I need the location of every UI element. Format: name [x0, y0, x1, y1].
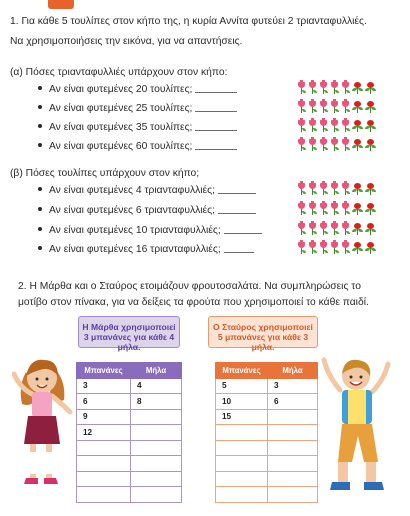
martha-bananas-cell: 6 [77, 394, 131, 410]
martha-bananas-cell: 3 [77, 378, 131, 394]
answer-blank[interactable] [224, 233, 262, 234]
martha-note-line2: 3 μπανάνες για κάθε 4 μήλα. [83, 332, 175, 352]
tulip-icon [296, 242, 307, 254]
flower-row [296, 242, 377, 254]
flower-row [296, 82, 377, 94]
stavros-apples-cell[interactable] [268, 456, 318, 472]
stavros-bananas-cell[interactable] [216, 440, 268, 456]
girl-illustration [12, 352, 76, 502]
martha-apples-cell[interactable] [131, 409, 182, 425]
martha-note-line1: Η Μάρθα χρησιμοποιεί [82, 322, 176, 332]
tulip-icon [307, 139, 318, 151]
tulip-icon [329, 203, 340, 215]
q1-part-a-question: (α) Πόσες τριανταφυλλιές υπάρχουν στον κήπο: [10, 67, 228, 78]
rose-icon [364, 183, 377, 195]
flower-row [296, 101, 377, 113]
stavros-table-row [216, 487, 318, 503]
martha-table-row [77, 409, 182, 425]
stavros-col-bananas: Μπανάνες [216, 363, 268, 379]
stavros-bananas-cell[interactable] [216, 487, 268, 503]
tulip-icon [329, 223, 340, 235]
stavros-table-row [216, 456, 318, 472]
tulip-icon [340, 183, 351, 195]
rose-icon [364, 101, 377, 113]
martha-bananas-cell[interactable] [77, 487, 131, 503]
tulip-icon [340, 223, 351, 235]
flower-row [296, 183, 377, 195]
boy-illustration [318, 352, 396, 502]
tulip-icon [307, 242, 318, 254]
tulip-icon [296, 82, 307, 94]
martha-table-row [77, 440, 182, 456]
stavros-table-row [216, 471, 318, 487]
q1b-item-3: Αν είναι φυτεμένες 10 τριανταφυλλιές; [38, 224, 262, 237]
martha-bananas-cell: 12 [77, 425, 131, 441]
q2-line1: 2. Η Μάρθα και ο Σταύρος ετοιμάζουν φρουτοσαλάτα. Να συμπληρώσεις το [18, 281, 361, 292]
tulip-icon [318, 120, 329, 132]
tulip-icon [318, 101, 329, 113]
stavros-apples-cell: 6 [268, 394, 318, 410]
tulip-icon [318, 203, 329, 215]
stavros-apples-cell: 3 [268, 378, 318, 394]
martha-bananas-cell: 9 [77, 409, 131, 425]
q1a-item-4: Αν είναι φυτεμένες 60 τουλίπες; [38, 140, 237, 153]
tulip-icon [307, 203, 318, 215]
rose-icon [351, 242, 364, 254]
stavros-bananas-cell: 10 [216, 394, 268, 410]
answer-blank[interactable] [195, 92, 237, 93]
tulip-icon [340, 120, 351, 132]
rose-icon [351, 82, 364, 94]
martha-apples-cell[interactable] [131, 487, 182, 503]
rose-icon [364, 120, 377, 132]
martha-apples-cell: 8 [131, 394, 182, 410]
martha-note [78, 316, 180, 352]
tulip-icon [307, 183, 318, 195]
martha-table-row [77, 378, 182, 394]
rose-icon [364, 223, 377, 235]
flower-row [296, 223, 377, 235]
q1a-item-1: Αν είναι φυτεμένες 20 τουλίπες; [38, 83, 237, 96]
martha-bananas-cell[interactable] [77, 456, 131, 472]
tulip-icon [307, 82, 318, 94]
stavros-table-row [216, 425, 318, 441]
stavros-apples-cell[interactable] [268, 471, 318, 487]
rose-icon [364, 242, 377, 254]
martha-col-bananas: Μπανάνες [77, 363, 131, 379]
tulip-icon [329, 139, 340, 151]
stavros-table [215, 362, 318, 503]
stavros-note-line1: Ο Σταύρος χρησιμοποιεί [213, 322, 313, 332]
answer-blank[interactable] [224, 252, 254, 253]
martha-table-row [77, 487, 182, 503]
tulip-icon [318, 139, 329, 151]
rose-icon [364, 203, 377, 215]
rose-icon [351, 120, 364, 132]
tulip-icon [318, 183, 329, 195]
page-tab-marker [48, 0, 74, 9]
tulip-rose-picture [296, 82, 392, 252]
q1b-item-1: Αν είναι φυτεμένες 4 τριανταφυλλιές; [38, 184, 256, 197]
tulip-icon [340, 139, 351, 151]
martha-table [76, 362, 182, 503]
tulip-icon [296, 120, 307, 132]
answer-blank[interactable] [218, 213, 256, 214]
tulip-icon [296, 101, 307, 113]
stavros-table-row [216, 378, 318, 394]
answer-blank[interactable] [195, 130, 237, 131]
tulip-icon [340, 101, 351, 113]
tulip-icon [340, 203, 351, 215]
rose-icon [364, 82, 377, 94]
tulip-icon [318, 242, 329, 254]
martha-table-row [77, 394, 182, 410]
q1-part-b-question: (β) Πόσες τουλίπες υπάρχουν στον κήπο; [10, 168, 200, 179]
q1a-item-2: Αν είναι φυτεμένες 25 τουλίπες; [38, 102, 237, 115]
rose-icon [364, 139, 377, 151]
stavros-table-row [216, 440, 318, 456]
tulip-icon [329, 101, 340, 113]
tulip-icon [318, 223, 329, 235]
stavros-bananas-cell: 5 [216, 378, 268, 394]
stavros-bananas-cell: 15 [216, 409, 268, 425]
q1b-item-4: Αν είναι φυτεμένες 16 τριανταφυλλιές; [38, 243, 254, 256]
q1-intro-line1: 1. Για κάθε 5 τουλίπες στον κήπο της, η κυρία Αννίτα φυτεύει 2 τριανταφυλλιές. [10, 16, 367, 27]
q1b-item-2: Αν είναι φυτεμένες 6 τριανταφυλλιές; [38, 204, 256, 217]
martha-apples-cell[interactable] [131, 456, 182, 472]
tulip-icon [296, 139, 307, 151]
q1a-item-3: Αν είναι φυτεμένες 35 τουλίπες; [38, 121, 237, 134]
tulip-icon [296, 223, 307, 235]
martha-apples-cell[interactable] [131, 440, 182, 456]
stavros-col-apples: Μήλα [268, 363, 318, 379]
tulip-icon [340, 82, 351, 94]
stavros-apples-cell[interactable] [268, 425, 318, 441]
martha-col-apples: Μήλα [131, 363, 182, 379]
answer-blank[interactable] [218, 193, 256, 194]
rose-icon [351, 183, 364, 195]
tulip-icon [318, 82, 329, 94]
tulip-icon [307, 101, 318, 113]
stavros-apples-cell[interactable] [268, 487, 318, 503]
stavros-bananas-cell[interactable] [216, 471, 268, 487]
martha-table-row [77, 456, 182, 472]
tulip-icon [340, 242, 351, 254]
q1-intro-line2: Να χρησιμοποιήσεις την εικόνα, για να απαντήσεις. [10, 36, 243, 47]
q2-line2: μοτίβο στον πίνακα, για να δείξεις τα φρούτα που χρησιμοποιεί το κάθε παιδί. [18, 297, 369, 308]
rose-icon [351, 139, 364, 151]
rose-icon [351, 203, 364, 215]
stavros-note [208, 316, 318, 352]
stavros-bananas-cell[interactable] [216, 456, 268, 472]
martha-table-row [77, 425, 182, 441]
martha-table-row [77, 471, 182, 487]
tulip-icon [329, 82, 340, 94]
rose-icon [351, 223, 364, 235]
martha-apples-cell[interactable] [131, 471, 182, 487]
answer-blank[interactable] [195, 149, 237, 150]
tulip-icon [296, 203, 307, 215]
tulip-icon [329, 242, 340, 254]
tulip-icon [296, 183, 307, 195]
stavros-table-row [216, 409, 318, 425]
tulip-icon [329, 183, 340, 195]
answer-blank[interactable] [195, 111, 237, 112]
martha-apples-cell: 4 [131, 378, 182, 394]
stavros-apples-cell[interactable] [268, 440, 318, 456]
flower-row [296, 203, 377, 215]
flower-row [296, 120, 377, 132]
stavros-bananas-cell[interactable] [216, 425, 268, 441]
martha-apples-cell[interactable] [131, 425, 182, 441]
flower-row [296, 139, 377, 151]
martha-bananas-cell[interactable] [77, 440, 131, 456]
tulip-icon [307, 223, 318, 235]
tulip-icon [307, 120, 318, 132]
tulip-icon [329, 120, 340, 132]
stavros-apples-cell[interactable] [268, 409, 318, 425]
stavros-table-row [216, 394, 318, 410]
rose-icon [351, 101, 364, 113]
martha-bananas-cell[interactable] [77, 471, 131, 487]
stavros-note-line2: 5 μπανάνες για κάθε 3 μήλα. [217, 332, 309, 352]
